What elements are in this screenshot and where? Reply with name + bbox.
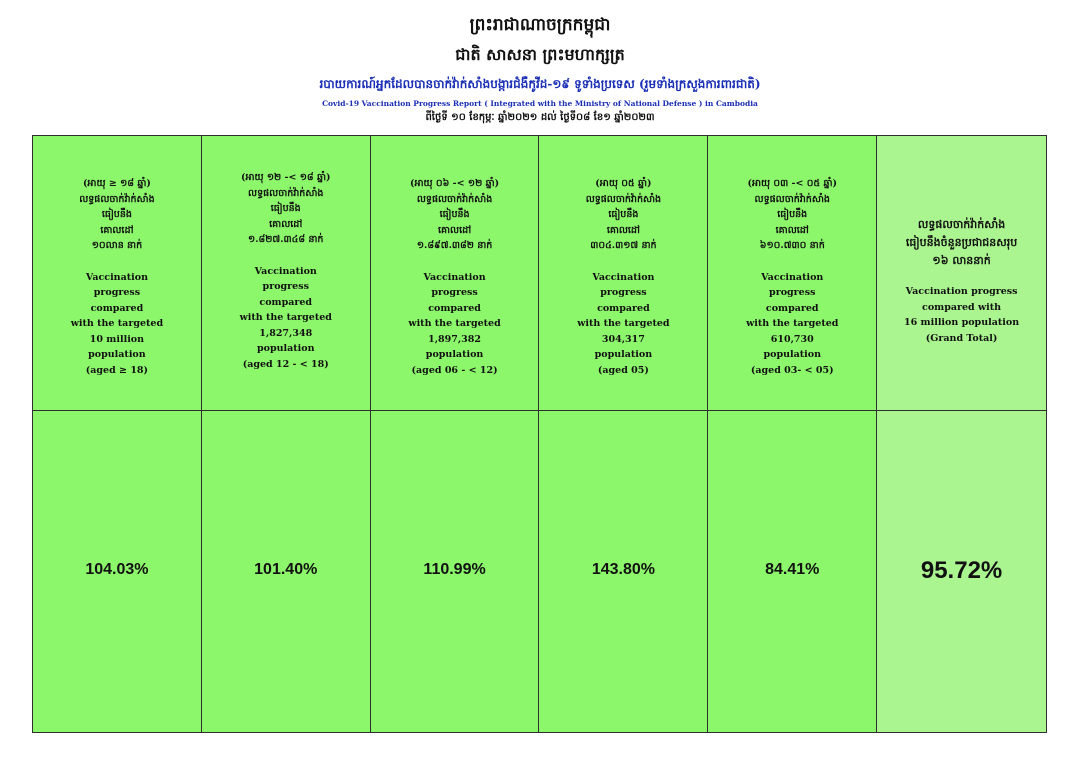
km-label: (អាយុ ០៣ -< ០៥ ឆ្នាំ)	[747, 178, 838, 189]
en-label: with the targeted	[408, 318, 501, 329]
kingdom-title: ព្រះរាជាណាចក្រកម្ពុជា	[469, 15, 611, 35]
report-title-khmer: របាយការណ៍អ្នកដែលបានចាក់វ៉ាក់សាំងបង្ការជំងឺកូវីដ-១៩ ទូទាំងប្រទេស (រួមទាំងក្រសួងការពារជាតិ)	[319, 77, 761, 91]
percent-value: 143.80%	[591, 561, 655, 578]
percent-cell-aged-12-18	[202, 411, 371, 732]
en-label: Vaccination	[592, 271, 655, 283]
en-label: 1,897,382	[428, 333, 482, 345]
km-label: ធៀបនឹងចំនួនប្រជាជនសរុប	[905, 236, 1018, 249]
km-label: ធៀបនឹង	[270, 203, 301, 214]
en-label: compared with	[922, 301, 1002, 313]
km-label: លទ្ធផលចាក់វ៉ាក់សាំង	[917, 218, 1006, 231]
en-label: Vaccination	[85, 271, 148, 283]
en-label: 10 million	[89, 333, 145, 345]
km-label: ធៀបនឹង	[101, 209, 132, 220]
en-label: compared	[428, 302, 481, 314]
column-header-aged-12-18	[202, 136, 371, 411]
grand-total-percent: 95.72%	[920, 557, 1003, 584]
report-date-range: ពីថ្ងៃទី ១០ ខែកុម្ភៈ ឆ្នាំ២០២១ ដល់ ថ្ងៃទី០៨ ខែ១ ឆ្នាំ២០២៣	[425, 112, 655, 123]
en-label: population	[88, 349, 146, 360]
en-label: Vaccination progress	[905, 286, 1018, 297]
km-label: លទ្ធផលចាក់វ៉ាក់សាំង	[248, 187, 324, 199]
en-label: population	[425, 349, 484, 360]
en-label: Vaccination	[423, 271, 486, 283]
km-label: ១.៨៩៧.៣៨២ នាក់	[416, 240, 493, 251]
km-label: លទ្ធផលចាក់វ៉ាក់សាំង	[79, 193, 155, 205]
en-label: Vaccination	[761, 271, 824, 283]
en-label: progress	[600, 287, 647, 298]
column-header-aged-05	[539, 136, 708, 411]
km-label: គោលដៅ	[775, 224, 809, 236]
column-header-aged-18-plus	[33, 136, 202, 411]
en-label: progress	[93, 287, 141, 298]
en-label: progress	[769, 287, 816, 298]
en-label: (aged 05)	[597, 364, 649, 376]
en-label: (Grand Total)	[925, 332, 998, 344]
en-label: with the targeted	[239, 312, 332, 323]
en-label: compared	[259, 296, 313, 308]
national-motto: ជាតិ សាសនា ព្រះមហាក្សត្រ	[455, 45, 625, 64]
report-title-english: Covid-19 Vaccination Progress Report ( Integrated with the Ministry of National Defense ) in Cambodia	[322, 99, 758, 108]
en-label: population	[763, 349, 822, 360]
km-label: ធៀបនឹង	[608, 209, 639, 220]
km-label: (អាយុ ≥ ១៨ ឆ្នាំ)	[82, 178, 151, 189]
km-label: ៣០៤.៣១៧ នាក់	[590, 240, 657, 251]
percent-value: 101.40%	[254, 561, 318, 578]
km-label: គោលដៅ	[606, 224, 640, 236]
en-label: (aged 03- < 05)	[750, 364, 834, 376]
en-label: progress	[431, 287, 478, 298]
km-label: (អាយុ ០៥ ឆ្នាំ)	[595, 178, 652, 189]
km-label: គោលដៅ	[437, 224, 472, 236]
en-label: progress	[262, 281, 309, 292]
column-header-aged-03-05	[708, 136, 877, 411]
percent-cell-grand-total	[877, 411, 1046, 732]
percent-cell-aged-06-12	[371, 411, 540, 732]
en-label: population	[594, 349, 653, 360]
en-label: compared	[90, 302, 144, 314]
km-label: ១.៨២៧.៣៤៨ នាក់	[248, 234, 324, 245]
km-label: (អាយុ ០៦ -< ១២ ឆ្នាំ)	[410, 178, 500, 189]
en-label: compared	[597, 302, 650, 314]
en-label: compared	[765, 302, 819, 314]
en-label: with the targeted	[70, 318, 164, 329]
percent-cell-aged-03-05	[708, 411, 877, 732]
km-label: លទ្ធផលចាក់វ៉ាក់សាំង	[416, 193, 493, 205]
en-label: 610,730	[770, 333, 814, 345]
en-label: (aged 06 - < 12)	[411, 364, 498, 376]
percent-value: 84.41%	[765, 561, 820, 578]
en-label: (aged 12 - < 18)	[242, 358, 329, 370]
km-label: គោលដៅ	[269, 218, 303, 230]
km-label: ធៀបនឹង	[439, 209, 470, 220]
km-label: ១០លាន នាក់	[91, 240, 143, 251]
en-label: 304,317	[601, 333, 645, 345]
en-label: 1,827,348	[259, 327, 313, 339]
km-label: គោលដៅ	[100, 224, 134, 236]
en-label: (aged ≥ 18)	[85, 364, 149, 376]
en-label: with the targeted	[746, 318, 839, 329]
en-label: Vaccination	[254, 265, 317, 277]
km-label: ធៀបនឹង	[777, 209, 808, 220]
en-label: with the targeted	[577, 318, 670, 329]
percent-value: 110.99%	[423, 561, 486, 578]
percent-value: 104.03%	[85, 561, 149, 578]
percent-cell-aged-05	[539, 411, 708, 732]
km-label: លទ្ធផលចាក់វ៉ាក់សាំង	[754, 193, 830, 205]
km-label: ១៦ លាននាក់	[932, 254, 991, 267]
column-header-grand-total	[877, 136, 1046, 411]
km-label: (អាយុ ១២ -< ១៨ ឆ្នាំ)	[240, 172, 331, 183]
km-label: ៦១០.៧៣០ នាក់	[759, 240, 825, 251]
vaccination-progress-table	[32, 135, 1047, 733]
km-label: លទ្ធផលចាក់វ៉ាក់សាំង	[585, 193, 662, 205]
en-label: population	[256, 343, 315, 354]
percent-cell-aged-18-plus	[33, 411, 202, 732]
en-label: 16 million population	[904, 317, 1020, 328]
column-header-aged-06-12	[371, 136, 540, 411]
